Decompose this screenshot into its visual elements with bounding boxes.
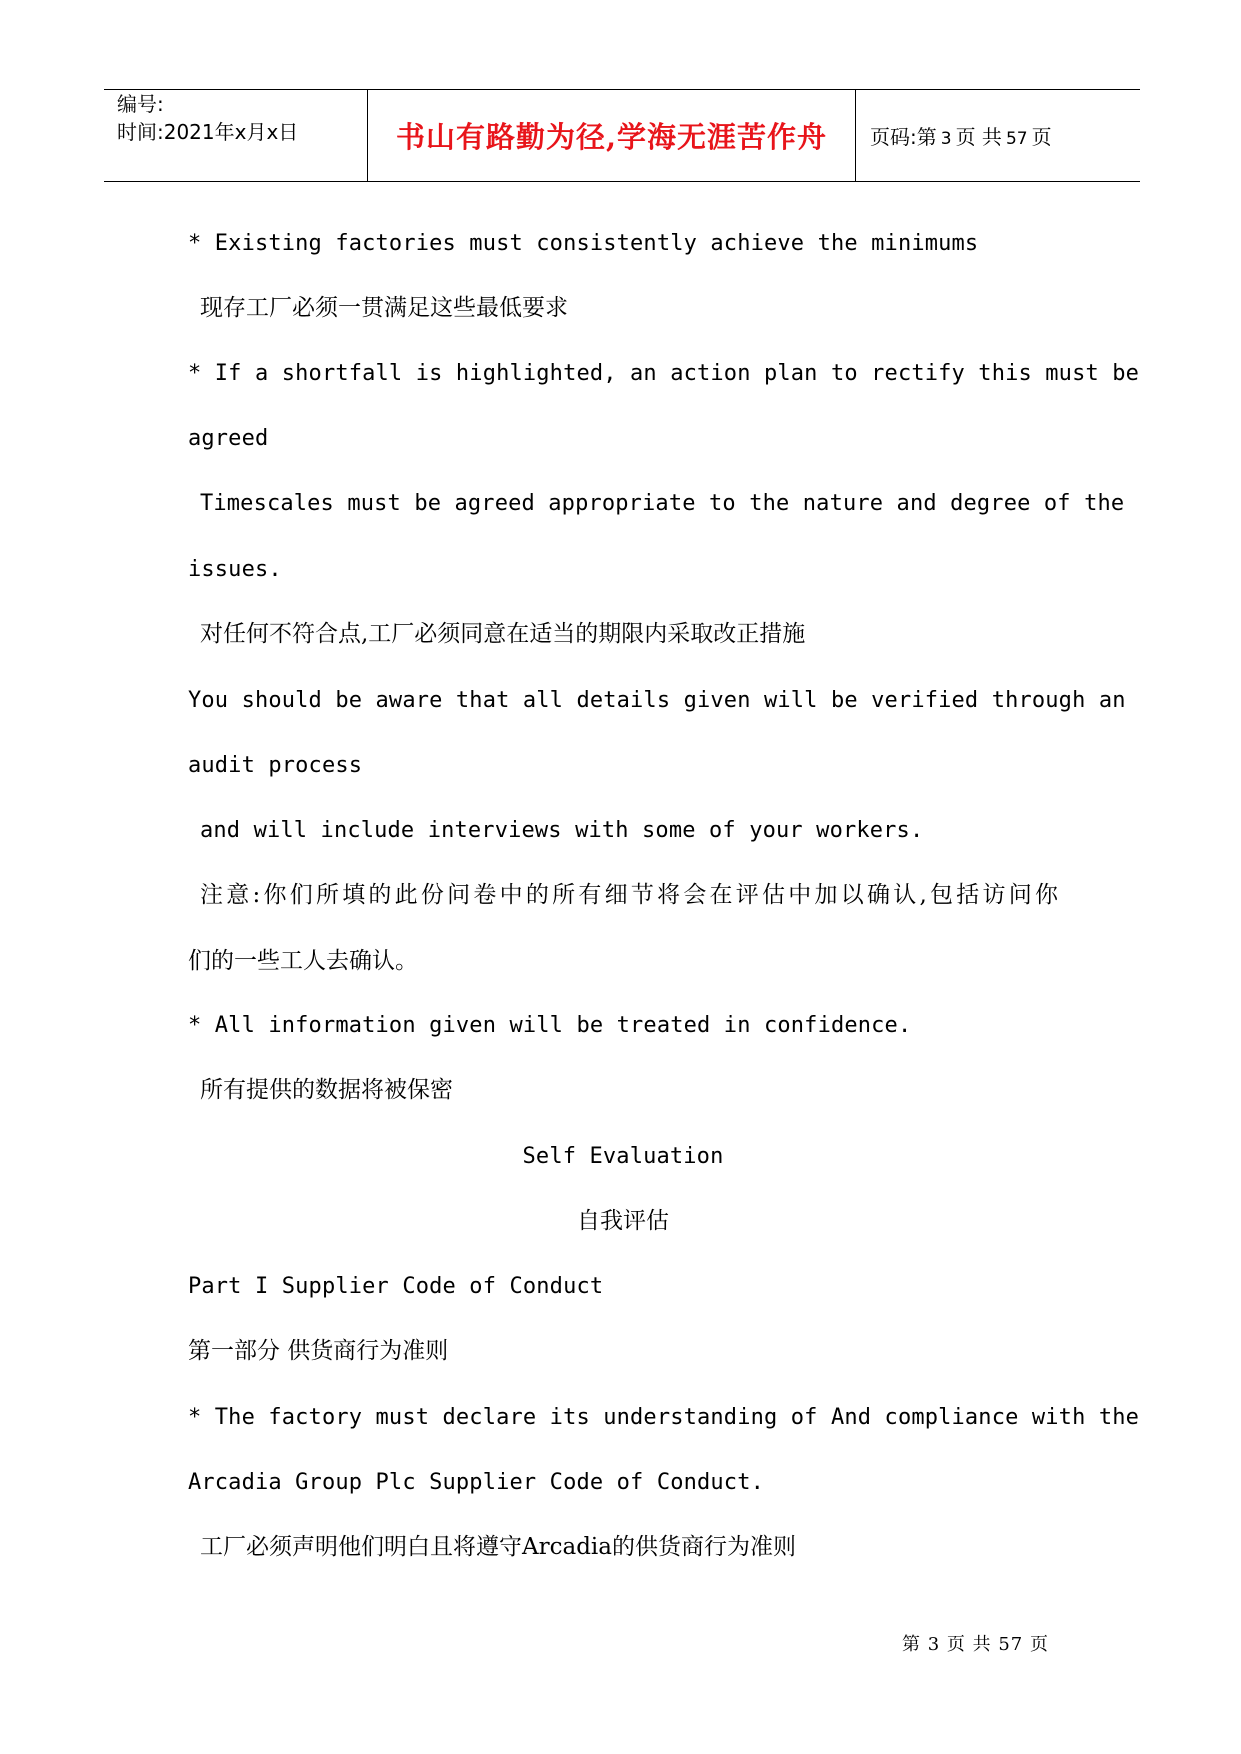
header-motto: 书山有路勤为径,学海无涯苦作舟 bbox=[395, 120, 828, 154]
part-heading-zh: 第一部分 供货商行为准则 bbox=[188, 1338, 449, 1364]
header-meta-cell bbox=[104, 90, 368, 181]
page-header bbox=[104, 89, 1140, 182]
text-line: * All information given will be treated in confidence. bbox=[188, 1013, 912, 1038]
text-line: audit process bbox=[188, 753, 363, 778]
text-line: 所有提供的数据将被保密 bbox=[200, 1077, 453, 1103]
text-line: Arcadia Group Plc Supplier Code of Conduct. bbox=[188, 1470, 764, 1495]
text-line: agreed bbox=[188, 426, 269, 451]
part-heading: Part I Supplier Code of Conduct bbox=[188, 1274, 604, 1299]
page-prefix: 页码:第 bbox=[870, 125, 937, 149]
header-page-info bbox=[870, 121, 1052, 150]
page-total: 57 bbox=[1005, 129, 1028, 149]
header-motto-cell bbox=[368, 90, 856, 181]
document-time-label: 时间:2021年x月x日 bbox=[117, 120, 299, 144]
header-page-cell bbox=[856, 90, 1140, 181]
section-title-zh: 自我评估 bbox=[577, 1208, 669, 1234]
page-footer: 第 3 页 共 57 页 bbox=[902, 1634, 1049, 1655]
text-line: issues. bbox=[188, 557, 282, 582]
text-line: 们的一些工人去确认。 bbox=[188, 948, 418, 974]
text-line: * If a shortfall is highlighted, an action plan to rectify this must be bbox=[188, 361, 1140, 386]
page-current: 3 bbox=[940, 129, 952, 149]
text-line: 工厂必须声明他们明白且将遵守Arcadia的供货商行为准则 bbox=[200, 1534, 796, 1560]
section-title: Self Evaluation bbox=[522, 1144, 724, 1169]
page-mid: 页 共 bbox=[955, 125, 1002, 149]
page-suffix: 页 bbox=[1031, 125, 1052, 149]
text-line: Timescales must be agreed appropriate to the nature and degree of the bbox=[200, 491, 1125, 516]
text-line: * The factory must declare its understanding of And compliance with the bbox=[188, 1405, 1140, 1430]
text-line: * Existing factories must consistently achieve the minimums bbox=[188, 231, 979, 256]
text-line: and will include interviews with some of your workers. bbox=[200, 818, 924, 843]
text-line: 现存工厂必须一贯满足这些最低要求 bbox=[200, 295, 568, 321]
text-line: 注意:你们所填的此份问卷中的所有细节将会在评估中加以确认,包括访问你 bbox=[200, 882, 1058, 908]
text-line: 对任何不符合点,工厂必须同意在适当的期限内采取改正措施 bbox=[200, 621, 806, 647]
text-line: You should be aware that all details given will be verified through an bbox=[188, 688, 1126, 713]
document-number-label: 编号: bbox=[117, 92, 164, 116]
